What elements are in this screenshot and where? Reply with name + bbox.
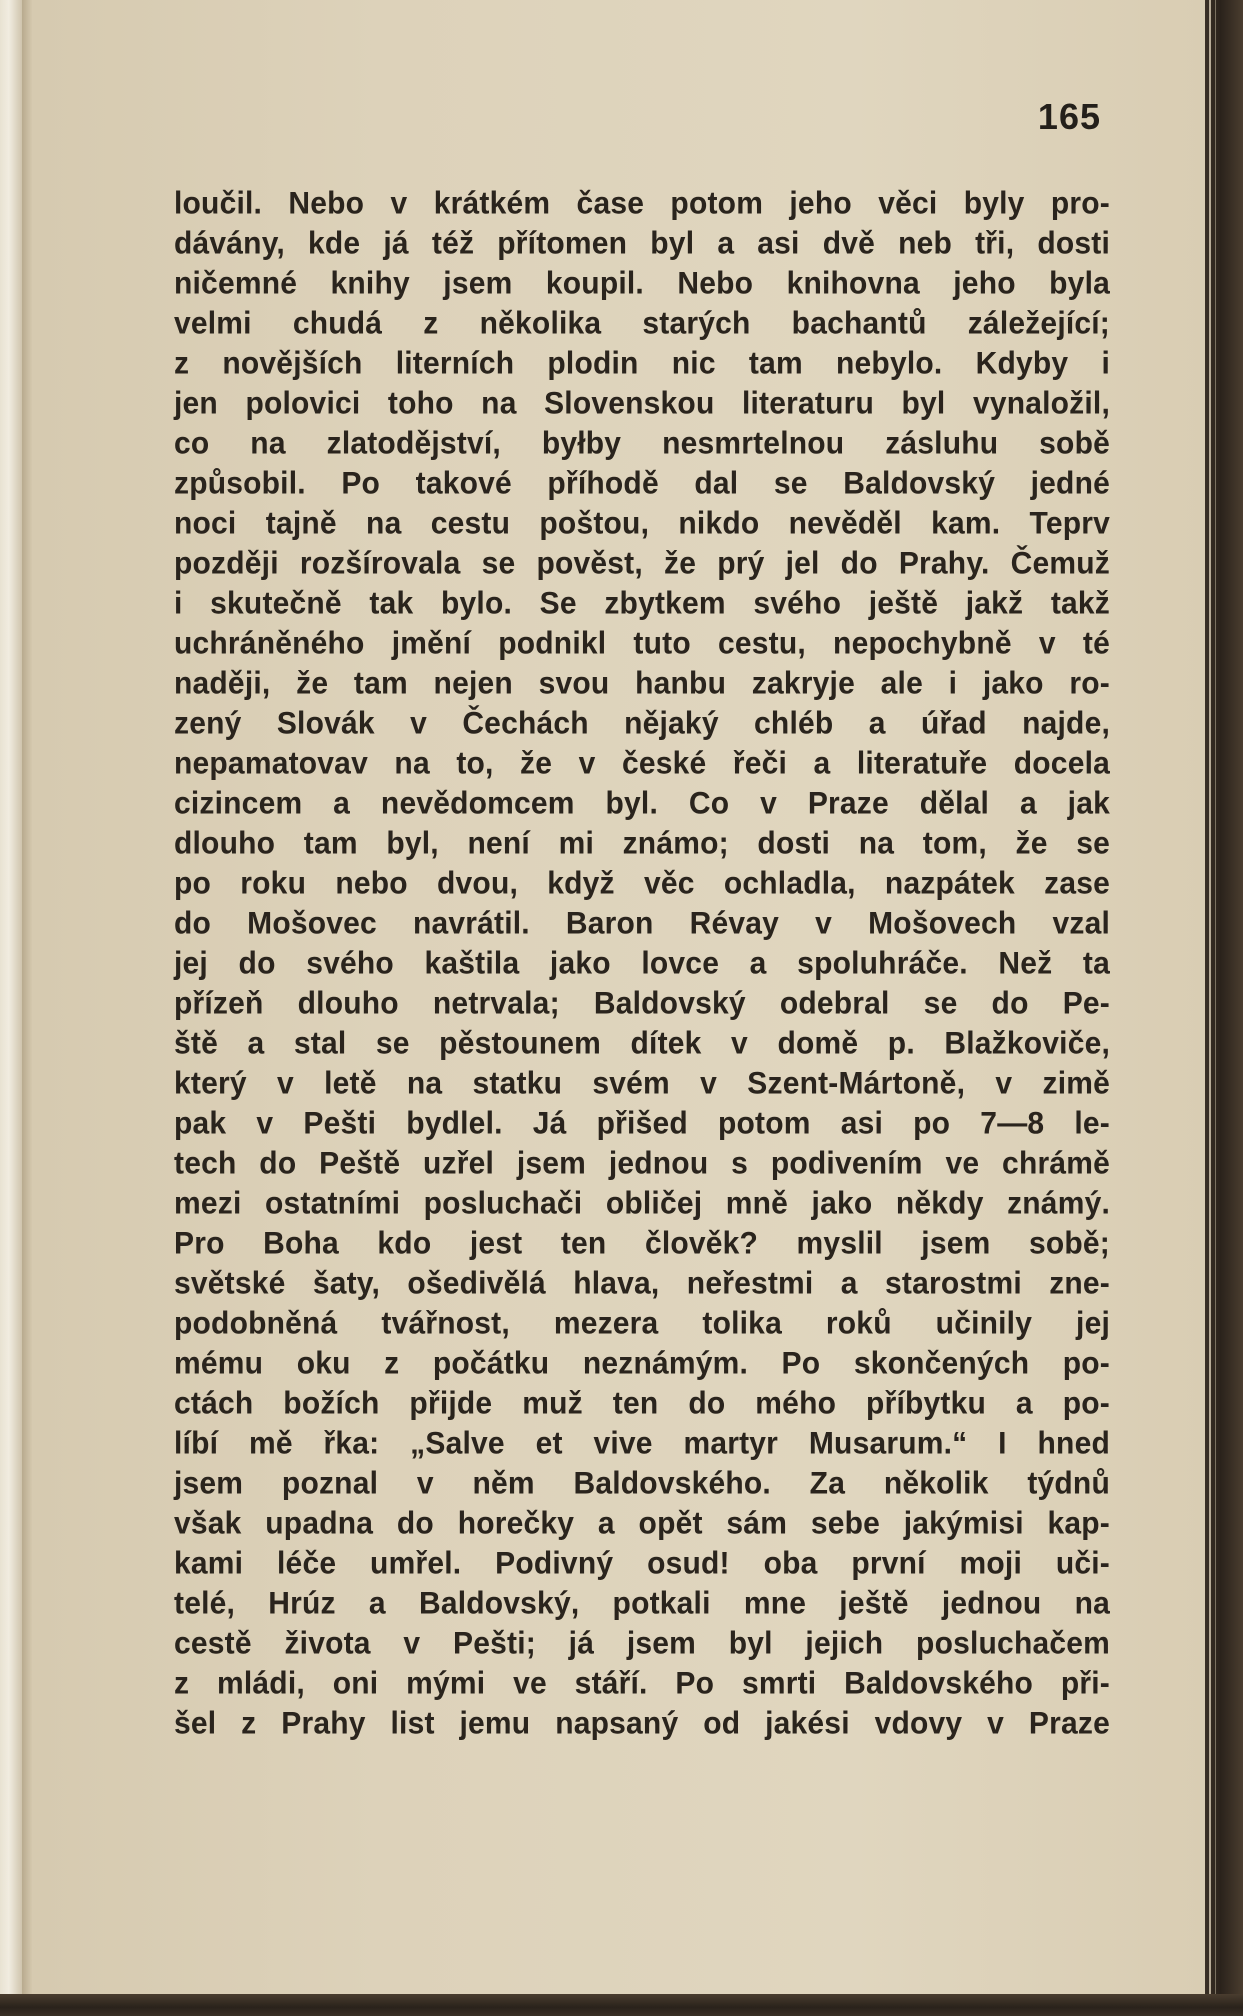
text-line: velmi chudá z několika starých bachantů záležející;	[174, 305, 1110, 341]
text-line: do Mošovec navrátil. Baron Révay v Mošovech vzal	[174, 905, 1110, 941]
text-line: po roku nebo dvou, když věc ochladla, nazpátek zase	[174, 865, 1110, 901]
text-line: co na zlatodějství, byłby nesmrtelnou zásluhu sobě	[174, 425, 1110, 461]
text-line: dlouho tam byl, není mi známo; dosti na tom, že se	[174, 825, 1110, 861]
text-line: Pro Boha kdo jest ten člověk? myslil jsem sobě;	[174, 1225, 1110, 1261]
text-line: loučil. Nebo v krátkém čase potom jeho věci byly pro-	[174, 185, 1110, 221]
text-line: zený Slovák v Čechách nějaký chléb a úřad najde,	[174, 705, 1110, 741]
text-line: cestě života v Pešti; já jsem byl jejich posluchačem	[174, 1625, 1110, 1661]
text-line: cizincem a nevědomcem byl. Co v Praze dělal a jak	[174, 785, 1110, 821]
text-line: však upadna do horečky a opět sám sebe jakýmisi kap-	[174, 1505, 1110, 1541]
text-line: uchráněného jmění podnikl tuto cestu, nepochybně v té	[174, 625, 1110, 661]
page-number: 165	[1037, 96, 1101, 137]
text-line: pak v Pešti bydlel. Já přišed potom asi po 7—8 le-	[174, 1105, 1110, 1141]
text-line: z mládi, oni mými ve stáří. Po smrti Baldovského při-	[174, 1665, 1110, 1701]
text-line: telé, Hrúz a Baldovský, potkali mne ještě jednou na	[174, 1585, 1110, 1621]
text-line: světské šaty, ošedivělá hlava, neřestmi a starostmi zne-	[174, 1265, 1110, 1301]
text-line: ště a stal se pěstounem dítek v domě p. Blažkoviče,	[174, 1025, 1110, 1061]
text-line: z novějších literních plodin nic tam nebylo. Kdyby i	[174, 345, 1110, 381]
text-line: dávány, kde já též přítomen byl a asi dvě neb tři, dosti	[174, 225, 1110, 261]
text-line: podobněná tvářnost, mezera tolika roků učinily jej	[174, 1305, 1110, 1341]
body-text	[174, 184, 1110, 1744]
text-line: líbí mě řka: „Salve et vive martyr Musarum.“ I hned	[174, 1425, 1110, 1461]
text-line: později rozšírovala se pověst, že prý jel do Prahy. Čemuž	[174, 545, 1110, 581]
text-line: jej do svého kaštila jako lovce a spoluhráče. Než ta	[174, 945, 1110, 981]
text-line: přízeň dlouho netrvala; Baldovský odebral se do Pe-	[174, 985, 1110, 1021]
bottom-scan-border	[0, 1994, 1243, 2016]
text-line: ctách božích přijde muž ten do mého příbytku a po-	[174, 1385, 1110, 1421]
text-line: noci tajně na cestu poštou, nikdo nevěděl kam. Teprv	[174, 505, 1110, 541]
binding-shadow	[22, 0, 32, 2016]
text-line: jen polovici toho na Slovenskou literaturu byl vynaložil,	[174, 385, 1110, 421]
text-line: způsobil. Po takové příhodě dal se Baldovský jedné	[174, 465, 1110, 501]
text-line: nepamatovav na to, že v české řeči a literatuře docela	[174, 745, 1110, 781]
text-line: mezi ostatními posluchači obličej mně jako někdy známý.	[174, 1185, 1110, 1221]
right-scan-border	[1205, 0, 1243, 2016]
text-line: který v letě na statku svém v Szent-Mártoně, v zimě	[174, 1065, 1110, 1101]
text-line: ničemné knihy jsem koupil. Nebo knihovna jeho byla	[174, 265, 1110, 301]
left-page-edge	[0, 0, 22, 2016]
book-page	[32, 0, 1205, 1994]
text-line: i skutečně tak bylo. Se zbytkem svého ještě jakž takž	[174, 585, 1110, 621]
text-line: tech do Peště uzřel jsem jednou s podivením ve chrámě	[174, 1145, 1110, 1181]
text-line: jsem poznal v něm Baldovského. Za několik týdnů	[174, 1465, 1110, 1501]
text-line: šel z Prahy list jemu napsaný od jakési vdovy v Praze	[174, 1705, 1110, 1741]
text-line: naději, že tam nejen svou hanbu zakryje ale i jako ro-	[174, 665, 1110, 701]
text-line: mému oku z počátku neznámým. Po skončených po-	[174, 1345, 1110, 1381]
text-line: kami léče umřel. Podivný osud! oba první moji uči-	[174, 1545, 1110, 1581]
